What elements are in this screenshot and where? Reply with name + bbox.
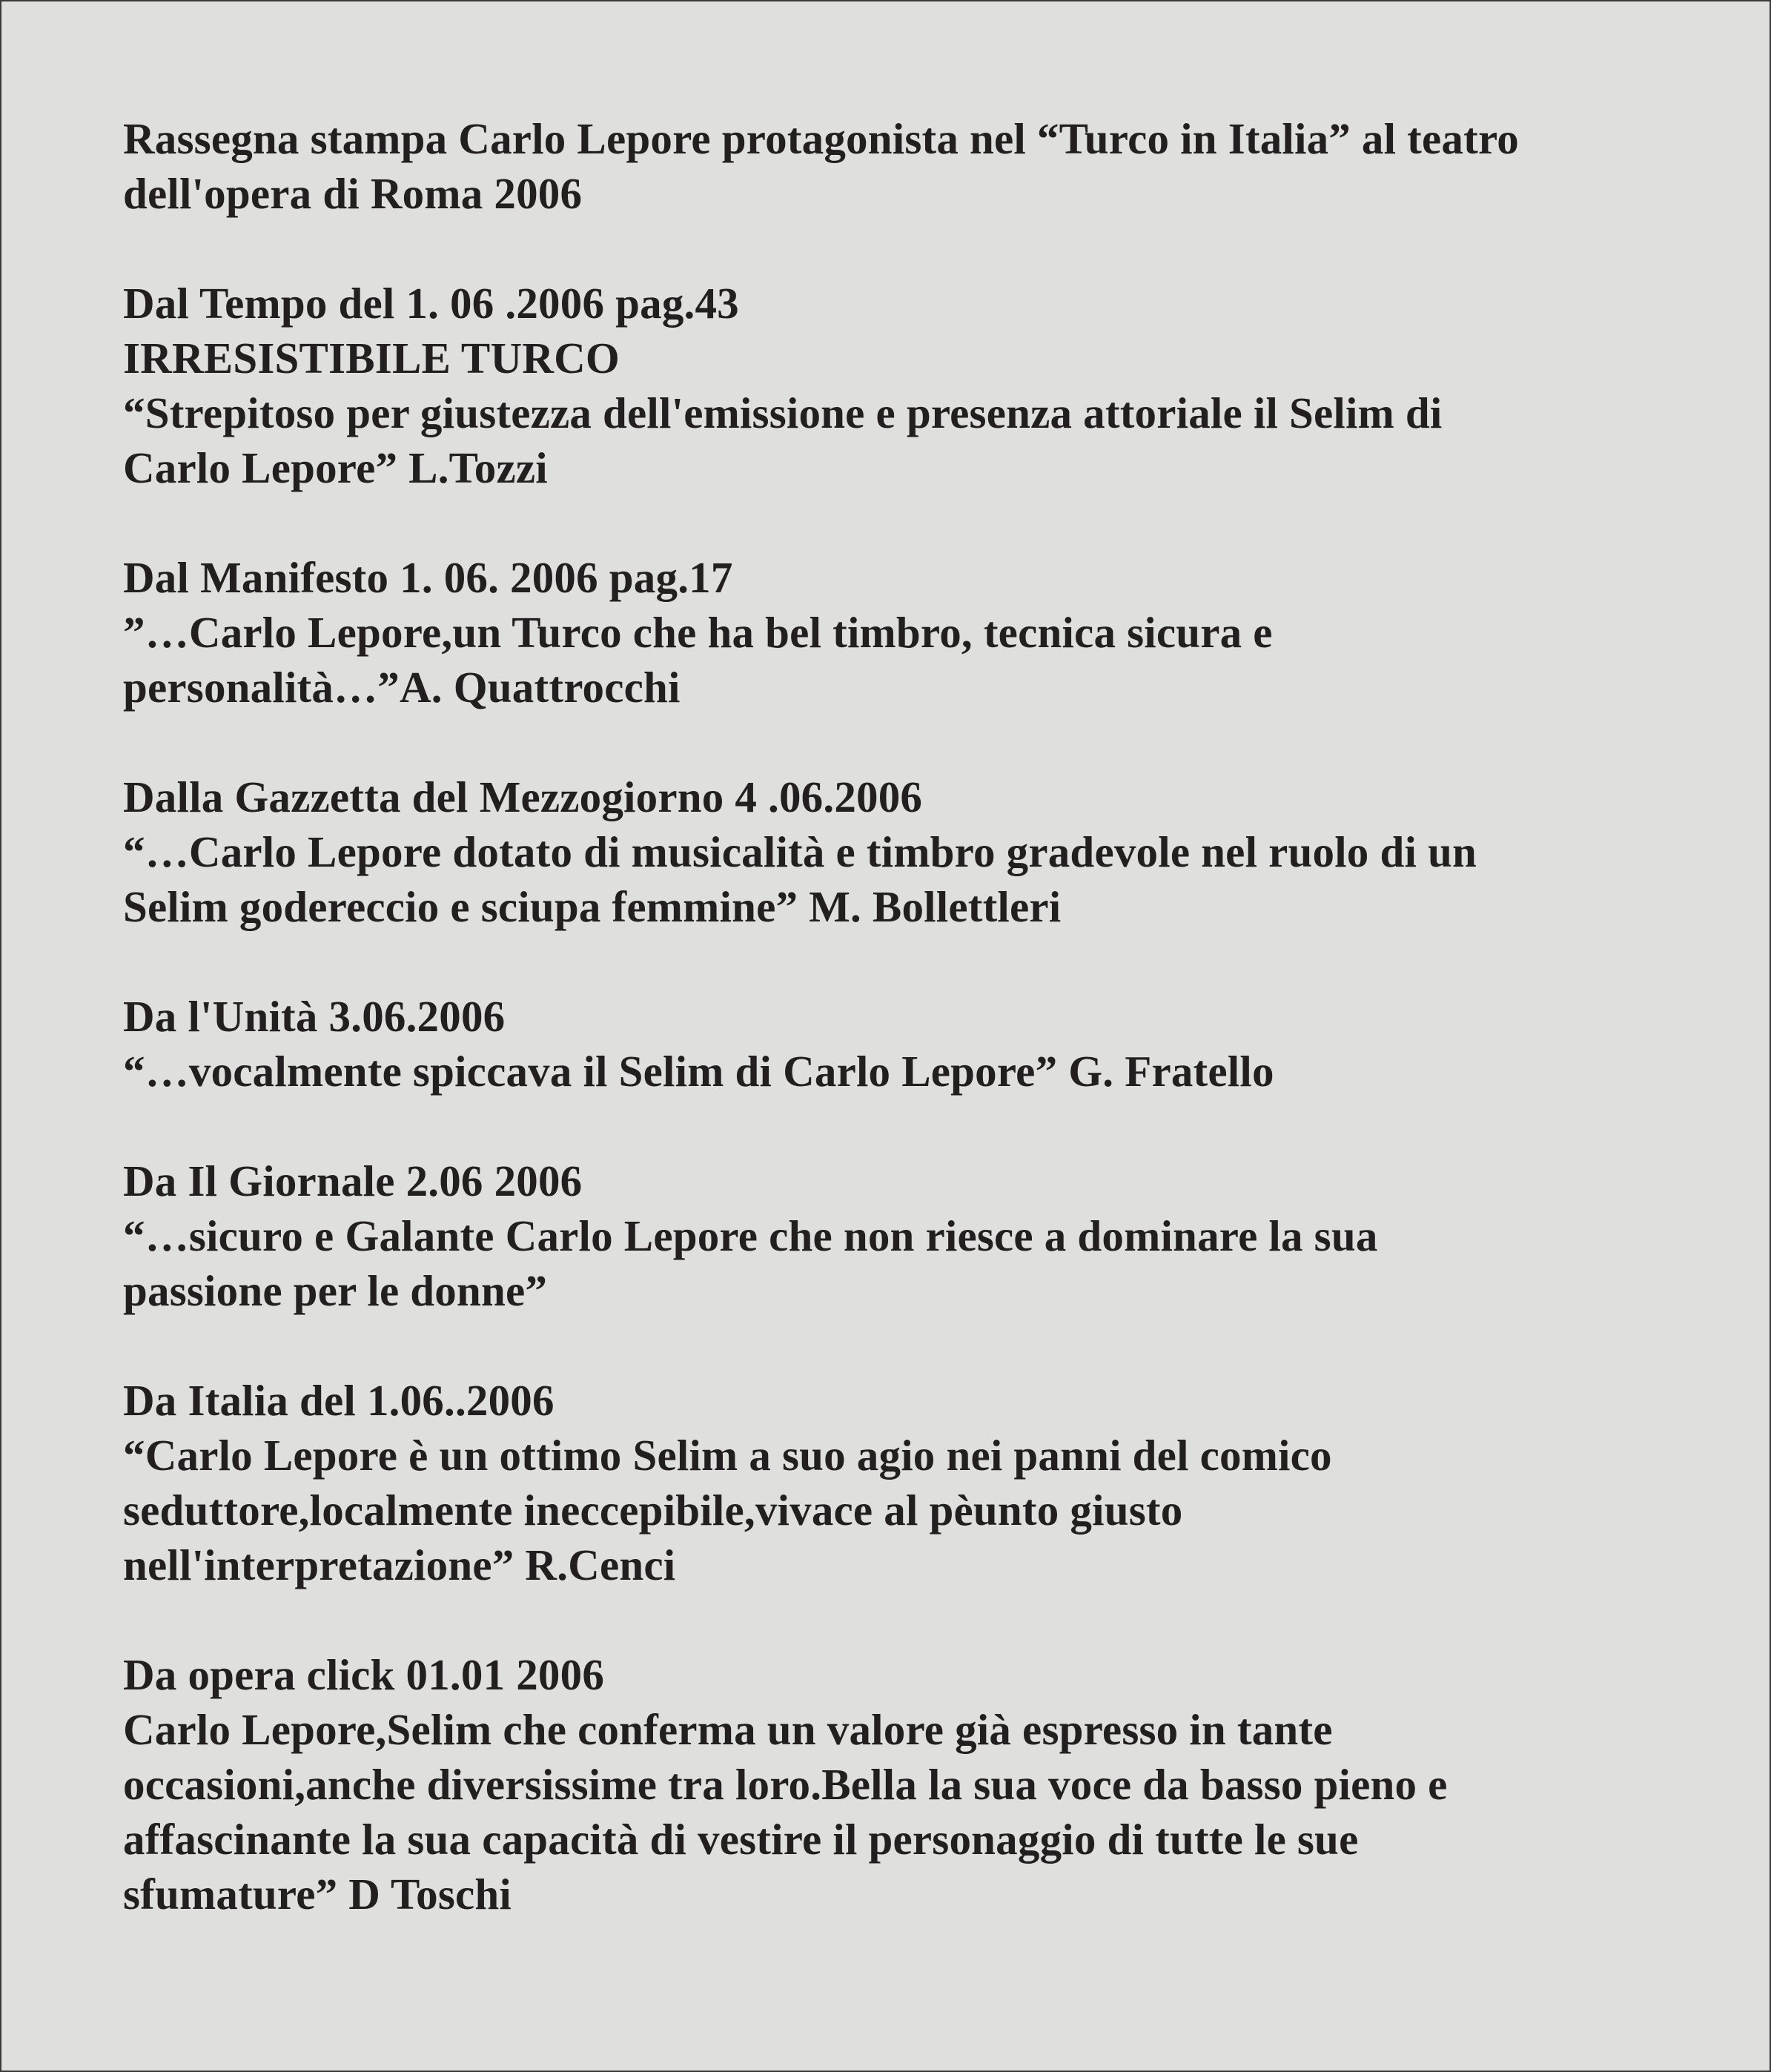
- entry-quote-line: sfumature” D Toschi: [123, 1870, 512, 1919]
- entry-quote-line: occasioni,anche diversissime tra loro.Bella la sua voce da basso pieno e: [123, 1760, 1448, 1809]
- entry-quote-line: “Carlo Lepore è un ottimo Selim a suo agio nei panni del comico: [123, 1431, 1332, 1480]
- entry-quote-line: passione per le donne”: [123, 1266, 548, 1315]
- entry-source: Dal Tempo del 1. 06 .2006 pag.43: [123, 279, 739, 328]
- entry-quote-line: personalità…”A. Quattrocchi: [123, 663, 681, 712]
- spacer: [123, 221, 1724, 276]
- entry-headline: IRRESISTIBILE TURCO: [123, 334, 620, 383]
- review-entry-unita: [123, 989, 1724, 1099]
- entry-source: Da l'Unità 3.06.2006: [123, 992, 506, 1041]
- press-review-text: [123, 111, 1724, 1922]
- spacer: [123, 934, 1724, 989]
- spacer: [123, 715, 1724, 769]
- entry-quote-line: nell'interpretazione” R.Cenci: [123, 1540, 676, 1589]
- document-title: [123, 111, 1724, 221]
- entry-source: Dalla Gazzetta del Mezzogiorno 4 .06.2006: [123, 772, 923, 821]
- entry-source: Da opera click 01.01 2006: [123, 1650, 605, 1699]
- spacer: [123, 1099, 1724, 1153]
- entry-quote-line: Selim godereccio e sciupa femmine” M. Bollettleri: [123, 882, 1062, 931]
- review-entry-italia: [123, 1373, 1724, 1592]
- review-entry-manifesto: [123, 550, 1724, 715]
- entry-quote-line: “Strepitoso per giustezza dell'emissione e presenza attoriale il Selim di: [123, 388, 1443, 437]
- entry-source: Da Italia del 1.06..2006: [123, 1376, 555, 1425]
- review-entry-il-giornale: [123, 1153, 1724, 1318]
- spacer: [123, 1318, 1724, 1373]
- entry-quote-line: “…Carlo Lepore dotato di musicalità e timbro gradevole nel ruolo di un: [123, 827, 1477, 876]
- review-entry-opera-click: [123, 1647, 1724, 1922]
- entry-quote-line: Carlo Lepore” L.Tozzi: [123, 443, 548, 492]
- entry-quote-line: ”…Carlo Lepore,un Turco che ha bel timbro, tecnica sicura e: [123, 608, 1273, 657]
- entry-quote-line: “…sicuro e Galante Carlo Lepore che non riesce a dominare la sua: [123, 1211, 1378, 1260]
- title-line: Rassegna stampa Carlo Lepore protagonista nel “Turco in Italia” al teatro: [123, 114, 1519, 163]
- review-entry-gazzetta: [123, 769, 1724, 934]
- entry-quote-line: seduttore,localmente ineccepibile,vivace al pèunto giusto: [123, 1486, 1183, 1535]
- spacer: [123, 495, 1724, 550]
- entry-source: Da Il Giornale 2.06 2006: [123, 1156, 583, 1205]
- review-entry-il-tempo: [123, 276, 1724, 495]
- entry-quote-line: “…vocalmente spiccava il Selim di Carlo Lepore” G. Fratello: [123, 1047, 1274, 1096]
- entry-quote-line: Carlo Lepore,Selim che conferma un valore già espresso in tante: [123, 1705, 1333, 1754]
- entry-quote-line: affascinante la sua capacità di vestire il personaggio di tutte le sue: [123, 1815, 1359, 1864]
- title-line: dell'opera di Roma 2006: [123, 169, 583, 218]
- spacer: [123, 1592, 1724, 1647]
- entry-source: Dal Manifesto 1. 06. 2006 pag.17: [123, 553, 733, 602]
